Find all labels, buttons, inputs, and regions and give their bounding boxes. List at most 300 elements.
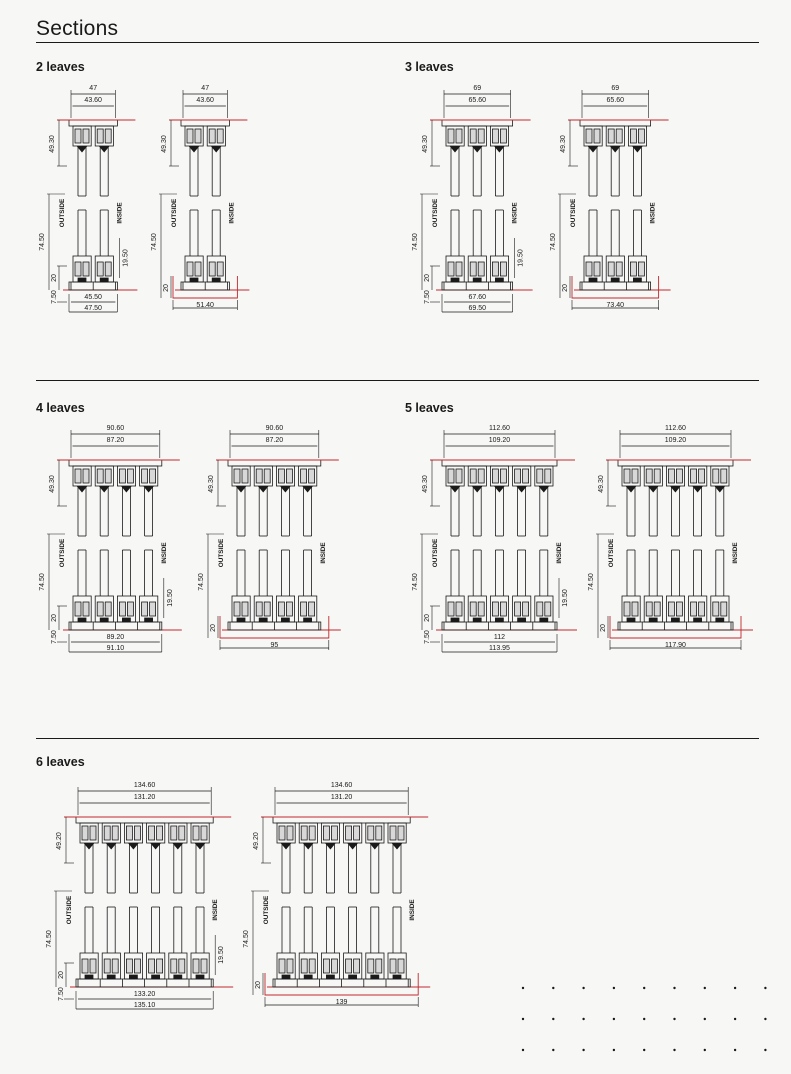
leaf-bottom-chamber <box>470 602 476 616</box>
label-inside: INSIDE <box>409 899 417 921</box>
dim-base: 7.50 <box>424 290 431 304</box>
roller <box>473 278 481 282</box>
dim-top-outer: 47 <box>89 85 98 92</box>
leaf-top-gasket <box>84 843 94 849</box>
leaf-top-gasket <box>99 146 109 152</box>
leaf-top-chamber <box>500 469 506 483</box>
section-drawing-2-leaves-standard <box>39 85 137 312</box>
head-frame <box>69 120 117 126</box>
leaf-top-chamber <box>354 826 360 840</box>
decor-dot <box>613 1018 615 1020</box>
dim-head: 49.30 <box>161 135 168 153</box>
dim-top-inner: 109.20 <box>664 437 687 444</box>
roller <box>518 618 526 622</box>
leaf-bottom-chamber <box>112 959 118 973</box>
roller <box>495 618 503 622</box>
dim-right: 19.50 <box>166 589 174 607</box>
dim-top-outer: 112.60 <box>665 425 686 432</box>
section-drawing-5-leaves-standard <box>412 425 577 652</box>
dim-sill-height: 74.50 <box>412 573 419 591</box>
leaf-profile <box>102 823 120 979</box>
label-inside: INSIDE <box>212 899 220 921</box>
decor-dot <box>552 1049 554 1051</box>
leaf-top-chamber <box>309 826 315 840</box>
roller <box>85 975 93 979</box>
decor-dot <box>673 987 675 989</box>
leaf-top-chamber <box>234 469 240 483</box>
leaf-top-gasket <box>392 843 402 849</box>
decor-dot <box>643 1018 645 1020</box>
leaf-bottom-chamber <box>264 602 270 616</box>
leaf-top-chamber <box>699 469 705 483</box>
leaf-top-gasket <box>303 843 313 849</box>
leaf-bottom-chamber <box>83 602 89 616</box>
leaf-top-chamber <box>523 469 529 483</box>
dim-right: 19.50 <box>122 249 130 267</box>
dim-top-outer: 69 <box>611 85 620 92</box>
leaf-profile <box>468 126 486 282</box>
leaf-profile <box>95 466 113 622</box>
leaf-top-gasket <box>472 486 482 492</box>
head-frame <box>76 817 213 823</box>
leaf-top-gasket <box>280 486 290 492</box>
leaf-bottom-chamber <box>691 602 697 616</box>
leaf-top-chamber <box>721 469 727 483</box>
label-outside: OUTSIDE <box>432 538 439 568</box>
head-frame <box>442 120 513 126</box>
decor-dot <box>522 987 524 989</box>
leaf-top-chamber <box>500 129 506 143</box>
leaf-top-gasket <box>258 486 268 492</box>
roller <box>304 975 312 979</box>
decor-dot <box>552 987 554 989</box>
leaf-bottom-chamber <box>470 262 476 276</box>
dim-sill-height: 74.50 <box>39 573 46 591</box>
roller <box>649 618 657 622</box>
dim-bottom-outer: 135.10 <box>133 1002 156 1009</box>
dim-sill-gap: 20 <box>424 274 431 282</box>
dim-sill-height: 74.50 <box>588 573 595 591</box>
leaf-top-gasket <box>715 486 725 492</box>
leaf-bottom-chamber <box>594 262 600 276</box>
dim-head: 49.20 <box>56 832 63 850</box>
decor-dot <box>764 1018 766 1020</box>
leaf-top-gasket <box>151 843 161 849</box>
roller <box>589 278 597 282</box>
leaf-profile <box>299 823 317 979</box>
leaf-bottom-chamber <box>500 602 506 616</box>
leaf-top-gasket <box>610 146 620 152</box>
leaf-top-chamber <box>286 469 292 483</box>
leaf-bottom-chamber <box>193 959 199 973</box>
leaf-top-chamber <box>632 469 638 483</box>
leaf-bottom-chamber <box>286 602 292 616</box>
roller <box>100 618 108 622</box>
leaf-profile <box>191 823 209 979</box>
leaf-profile <box>207 126 225 282</box>
dim-top-inner: 87.20 <box>106 437 125 444</box>
leaf-top-chamber <box>134 826 140 840</box>
leaf-bottom-chamber <box>354 959 360 973</box>
dim-head: 49.30 <box>422 135 429 153</box>
leaf-top-gasket <box>472 146 482 152</box>
leaf-bottom-chamber <box>134 959 140 973</box>
decor-dot <box>613 1049 615 1051</box>
leaf-bottom-chamber <box>323 959 329 973</box>
leaf-top-chamber <box>478 469 484 483</box>
head-frame <box>228 460 321 466</box>
leaf-top-chamber <box>630 129 636 143</box>
dim-bottom-inner: 67.60 <box>468 294 487 301</box>
leaf-bottom-chamber <box>119 602 125 616</box>
section-title-4-leaves: 4 leaves <box>36 401 85 415</box>
leaf-profile <box>147 823 165 979</box>
leaf-top-chamber <box>608 129 614 143</box>
leaf-top-gasket <box>77 146 87 152</box>
decor-dot <box>704 1049 706 1051</box>
roller <box>122 618 130 622</box>
roller <box>196 975 204 979</box>
label-inside: INSIDE <box>732 542 739 564</box>
leaf-top-gasket <box>106 843 116 849</box>
leaf-top-gasket <box>128 843 138 849</box>
decor-dot <box>764 987 766 989</box>
dim-sill-gap: 20 <box>255 981 262 989</box>
decor-dot <box>582 1049 584 1051</box>
leaf-bottom-chamber <box>278 602 284 616</box>
dim-top-outer: 112.60 <box>489 425 510 432</box>
leaf-top-gasket <box>494 146 504 152</box>
leaf-top-chamber <box>104 826 110 840</box>
leaf-top-gasket <box>539 486 549 492</box>
roller <box>304 618 312 622</box>
dim-top-inner: 87.20 <box>265 437 284 444</box>
leaf-top-gasket <box>281 843 291 849</box>
leaf-bottom-chamber <box>97 602 103 616</box>
dim-sill-gap: 20 <box>51 274 58 282</box>
leaf-bottom-chamber <box>75 262 81 276</box>
roller <box>129 975 137 979</box>
leaf-top-gasket <box>325 843 335 849</box>
section-drawing-6-leaves-flush <box>243 782 430 1007</box>
dim-right: 19.50 <box>218 946 226 964</box>
dim-sill-height: 74.50 <box>550 233 557 251</box>
dim-bottom-inner: 133.20 <box>133 991 156 998</box>
dim-head: 49.30 <box>422 475 429 493</box>
leaf-top-gasket <box>670 486 680 492</box>
leaf-profile <box>628 126 646 282</box>
leaf-bottom-chamber <box>201 959 207 973</box>
leaf-profile <box>321 823 339 979</box>
leaf-top-chamber <box>201 826 207 840</box>
leaf-top-chamber <box>398 826 404 840</box>
roller <box>237 618 245 622</box>
leaf-top-gasket <box>77 486 87 492</box>
decor-dot <box>673 1018 675 1020</box>
roller <box>633 278 641 282</box>
roller <box>451 278 459 282</box>
leaf-top-chamber <box>624 469 630 483</box>
leaf-profile <box>185 126 203 282</box>
decor-dot <box>643 987 645 989</box>
leaf-top-chamber <box>376 826 382 840</box>
leaf-bottom-chamber <box>242 602 248 616</box>
leaf-bottom-chamber <box>171 959 177 973</box>
dim-bottom-outer: 139 <box>335 999 348 1006</box>
dim-bottom-inner: 112 <box>493 634 506 641</box>
leaf-top-chamber <box>127 469 133 483</box>
leaf-top-chamber <box>646 469 652 483</box>
dim-sill-gap: 20 <box>562 284 569 292</box>
leaf-top-gasket <box>632 146 642 152</box>
leaf-top-chamber <box>515 469 521 483</box>
decor-dot <box>522 1018 524 1020</box>
leaf-top-gasket <box>648 486 658 492</box>
leaf-top-chamber <box>309 469 315 483</box>
leaf-profile <box>73 126 91 282</box>
roller <box>152 975 160 979</box>
leaf-top-chamber <box>97 469 103 483</box>
leaf-top-chamber <box>448 129 454 143</box>
dim-head: 49.30 <box>598 475 605 493</box>
dim-top-inner: 65.60 <box>468 97 487 104</box>
dim-sill-height: 74.50 <box>243 930 250 948</box>
leaf-bottom-chamber <box>97 262 103 276</box>
leaf-top-chamber <box>368 826 374 840</box>
roller <box>627 618 635 622</box>
leaf-bottom-chamber <box>654 602 660 616</box>
leaf-top-chamber <box>287 826 293 840</box>
leaf-bottom-chamber <box>82 959 88 973</box>
leaf-bottom-chamber <box>478 262 484 276</box>
sill-frame <box>580 282 651 290</box>
dim-bottom-outer: 95 <box>270 642 279 649</box>
section-drawing-3-leaves-standard <box>412 85 533 312</box>
leaf-top-chamber <box>90 826 96 840</box>
leaf-top-chamber <box>448 469 454 483</box>
leaf-profile <box>666 466 684 622</box>
leaf-top-chamber <box>301 826 307 840</box>
dim-bottom-inner: 89.20 <box>106 634 125 641</box>
leaf-top-gasket <box>211 146 221 152</box>
leaf-profile <box>490 126 508 282</box>
roller <box>495 278 503 282</box>
leaf-bottom-chamber <box>217 262 223 276</box>
sill-frame <box>442 622 557 630</box>
decor-dot <box>734 1018 736 1020</box>
dim-sill-height: 74.50 <box>412 233 419 251</box>
leaf-top-gasket <box>144 486 154 492</box>
leaf-bottom-chamber <box>75 602 81 616</box>
dim-bottom-outer: 69.50 <box>468 305 487 312</box>
leaf-bottom-chamber <box>142 602 148 616</box>
decor-dot <box>552 1018 554 1020</box>
leaf-top-chamber <box>193 826 199 840</box>
leaf-profile <box>644 466 662 622</box>
section-title-6-leaves: 6 leaves <box>36 755 85 769</box>
label-outside: OUTSIDE <box>59 198 66 228</box>
leaf-bottom-chamber <box>492 262 498 276</box>
leaf-bottom-chamber <box>676 602 682 616</box>
leaf-top-chamber <box>691 469 697 483</box>
dim-sill-height: 74.50 <box>151 233 158 251</box>
section-drawing-2-leaves-flush <box>151 85 249 310</box>
leaf-bottom-chamber <box>187 262 193 276</box>
leaf-bottom-chamber <box>492 602 498 616</box>
leaf-bottom-chamber <box>309 959 315 973</box>
leaf-top-chamber <box>456 469 462 483</box>
leaf-top-chamber <box>331 826 337 840</box>
leaf-profile <box>366 823 384 979</box>
section-title-5-leaves: 5 leaves <box>405 401 454 415</box>
label-inside: INSIDE <box>556 542 563 564</box>
leaf-profile <box>73 466 91 622</box>
dim-bottom-inner: 45.50 <box>84 294 102 301</box>
leaf-top-gasket <box>348 843 358 849</box>
dim-top-inner: 43.60 <box>84 97 102 104</box>
leaf-bottom-chamber <box>478 602 484 616</box>
dim-head: 49.20 <box>253 832 260 850</box>
dim-base: 7.50 <box>51 290 58 304</box>
leaf-top-gasket <box>99 486 109 492</box>
leaf-bottom-chamber <box>209 262 215 276</box>
dim-bottom-outer: 47.50 <box>84 305 102 312</box>
dim-bottom-outer: 73.40 <box>606 302 625 309</box>
leaf-top-gasket <box>517 486 527 492</box>
dim-base: 7.50 <box>424 630 431 644</box>
dim-head: 49.30 <box>49 135 56 153</box>
dim-bottom-outer: 117.90 <box>665 642 686 649</box>
leaf-profile <box>622 466 640 622</box>
leaf-top-gasket <box>626 486 636 492</box>
leaf-bottom-chamber <box>127 602 133 616</box>
leaf-profile <box>689 466 707 622</box>
dim-bottom-outer: 51.40 <box>196 302 214 309</box>
leaf-bottom-chamber <box>331 959 337 973</box>
leaf-bottom-chamber <box>376 959 382 973</box>
leaf-top-chamber <box>586 129 592 143</box>
dim-top-inner: 65.60 <box>606 97 625 104</box>
dim-base: 7.50 <box>58 987 65 1001</box>
leaf-bottom-chamber <box>157 959 163 973</box>
leaf-bottom-chamber <box>105 262 111 276</box>
leaf-top-chamber <box>713 469 719 483</box>
leaf-bottom-chamber <box>301 959 307 973</box>
dim-top-outer: 134.60 <box>133 782 156 789</box>
head-frame <box>618 460 733 466</box>
head-frame <box>181 120 229 126</box>
label-outside: OUTSIDE <box>218 538 225 568</box>
leaf-top-chamber <box>478 129 484 143</box>
leaf-top-chamber <box>545 469 551 483</box>
leaf-profile <box>254 466 272 622</box>
leaf-bottom-chamber <box>346 959 352 973</box>
decor-dot <box>613 987 615 989</box>
section-drawing-5-leaves-flush <box>588 425 753 650</box>
roller <box>326 975 334 979</box>
roller <box>78 278 86 282</box>
dim-bottom-outer: 113.95 <box>489 645 510 652</box>
leaf-profile <box>468 466 486 622</box>
roller <box>694 618 702 622</box>
section-drawing-6-leaves-standard <box>46 782 233 1009</box>
leaf-top-chamber <box>75 129 81 143</box>
dim-top-outer: 90.60 <box>265 425 284 432</box>
page-title: Sections <box>36 17 119 40</box>
leaf-top-chamber <box>301 469 307 483</box>
label-inside: INSIDE <box>160 542 168 564</box>
roller <box>174 975 182 979</box>
leaf-profile <box>277 823 295 979</box>
roller <box>78 618 86 622</box>
dim-top-outer: 90.60 <box>106 425 125 432</box>
leaf-bottom-chamber <box>105 602 111 616</box>
decor-dot <box>643 1049 645 1051</box>
leaf-bottom-chamber <box>149 959 155 973</box>
section-title-2-leaves: 2 leaves <box>36 60 85 74</box>
leaf-top-gasket <box>494 486 504 492</box>
leaf-top-gasket <box>173 843 183 849</box>
roller <box>371 975 379 979</box>
dim-sill-gap: 20 <box>210 624 217 632</box>
leaf-top-gasket <box>370 843 380 849</box>
leaf-profile <box>232 466 250 622</box>
decor-dot <box>704 1018 706 1020</box>
leaf-profile <box>95 126 113 282</box>
label-outside: OUTSIDE <box>66 895 73 925</box>
leaf-profile <box>140 466 158 622</box>
roller <box>716 618 724 622</box>
leaf-profile <box>344 823 362 979</box>
leaf-top-chamber <box>470 469 476 483</box>
leaf-top-gasket <box>236 486 246 492</box>
label-inside: INSIDE <box>649 202 657 224</box>
leaf-bottom-chamber <box>90 959 96 973</box>
dim-sill-gap: 20 <box>600 624 607 632</box>
label-inside: INSIDE <box>116 202 124 224</box>
leaf-profile <box>513 466 531 622</box>
leaf-bottom-chamber <box>456 602 462 616</box>
leaf-top-gasket <box>303 486 313 492</box>
leaf-bottom-chamber <box>523 602 529 616</box>
leaf-bottom-chamber <box>256 602 262 616</box>
label-outside: OUTSIDE <box>608 538 615 568</box>
dim-top-inner: 131.20 <box>133 794 156 801</box>
dim-sill-gap: 20 <box>163 284 170 292</box>
leaf-top-chamber <box>256 469 262 483</box>
dim-sill-gap: 20 <box>424 614 431 622</box>
leaf-bottom-chamber <box>309 602 315 616</box>
leaf-profile <box>446 466 464 622</box>
leaf-top-chamber <box>112 826 118 840</box>
roller <box>145 618 153 622</box>
leaf-top-gasket <box>189 146 199 152</box>
label-outside: OUTSIDE <box>570 198 577 228</box>
leaf-bottom-chamber <box>104 959 110 973</box>
leaf-top-chamber <box>390 826 396 840</box>
dim-head: 49.30 <box>49 475 56 493</box>
leaf-top-chamber <box>150 469 156 483</box>
section-drawing-4-leaves-standard <box>39 425 182 652</box>
roller <box>473 618 481 622</box>
leaf-top-chamber <box>83 469 89 483</box>
leaf-top-gasket <box>450 486 460 492</box>
leaf-top-chamber <box>242 469 248 483</box>
leaf-bottom-chamber <box>448 602 454 616</box>
leaf-top-chamber <box>470 129 476 143</box>
dim-sill-gap: 20 <box>58 971 65 979</box>
roller <box>107 975 115 979</box>
